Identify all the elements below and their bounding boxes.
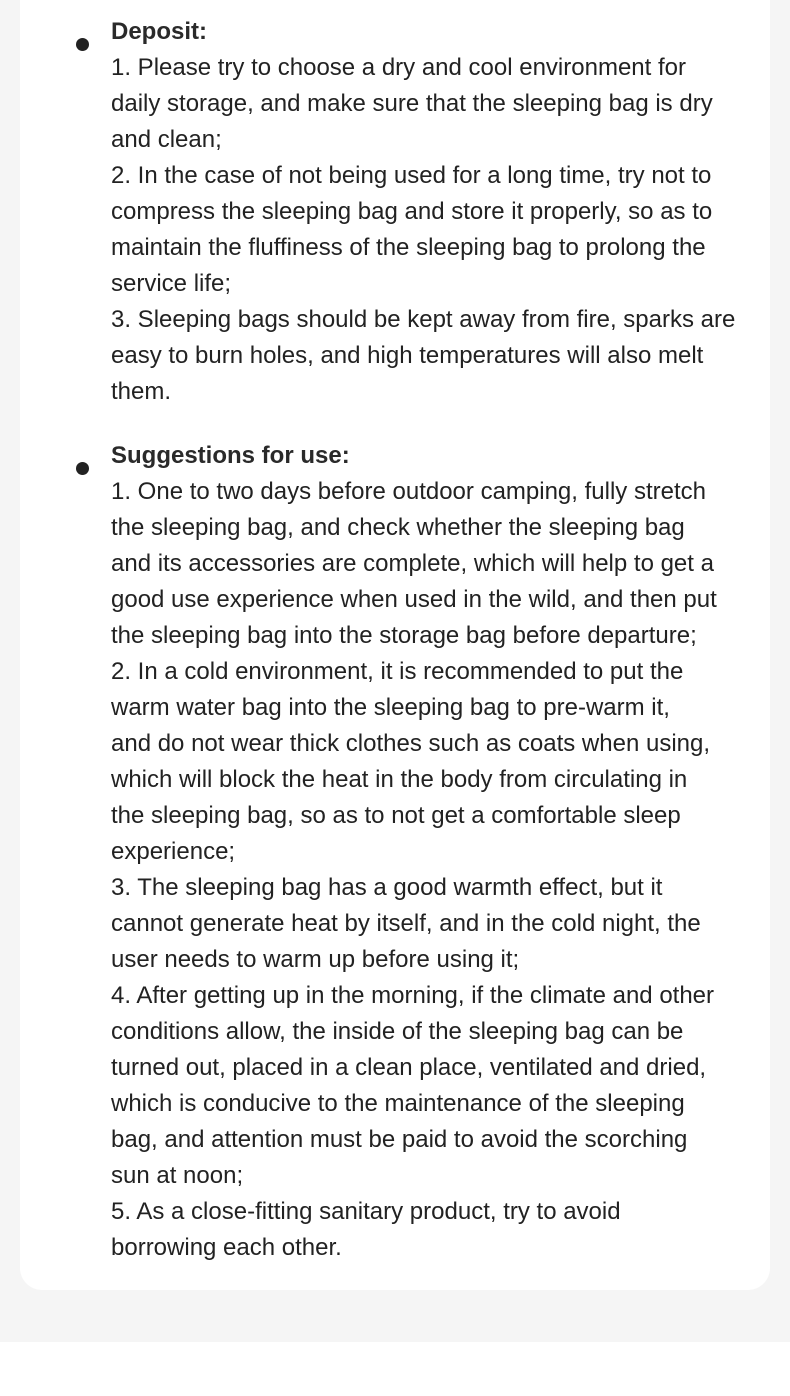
item-line: sun at noon; [111,1162,244,1189]
item-line: them. [111,378,172,405]
item-line: cannot generate heat by itself, and in the cold night, the [111,910,701,937]
item-line: which is conducive to the maintenance of the sleeping [111,1090,685,1117]
item-line: 5. As a close-fitting sanitary product, try to avoid [111,1198,621,1225]
item-line: and do not wear thick clothes such as coats when using, [111,730,711,757]
item-line: 3. Sleeping bags should be kept away from fire, sparks are [111,306,736,333]
section-title: Suggestions for use: [111,442,350,469]
item-line: 4. After getting up in the morning, if the climate and other [111,982,715,1009]
section-title: Deposit: [111,18,207,45]
item-line: easy to burn holes, and high temperatures will also melt [111,342,704,369]
item-line: the sleeping bag, so as to not get a comfortable sleep [111,802,681,829]
content-card [20,0,770,1290]
item-line: compress the sleeping bag and store it properly, so as to [111,198,713,225]
item-line: service life; [111,270,232,297]
bullet-icon [76,462,89,475]
section-body [111,50,741,410]
list-item [111,50,741,158]
item-line: and its accessories are complete, which will help to get a [111,550,714,577]
list-item [111,302,741,410]
item-line: 1. Please try to choose a dry and cool environment for [111,54,686,81]
item-line: which will block the heat in the body from circulating in [111,766,688,793]
item-line: borrowing each other. [111,1234,342,1261]
list-item [111,1194,741,1266]
item-line: 3. The sleeping bag has a good warmth effect, but it [111,874,663,901]
list-item [111,654,741,870]
item-line: bag, and attention must be paid to avoid the scorching [111,1126,688,1153]
item-line: good use experience when used in the wild, and then put [111,586,717,613]
bottom-area [0,1342,790,1396]
item-line: and clean; [111,126,222,153]
list-item [111,870,741,978]
item-line: 1. One to two days before outdoor camping, fully stretch [111,478,706,505]
list-item [111,158,741,302]
item-line: experience; [111,838,236,865]
bullet-icon [76,38,89,51]
item-line: maintain the fluffiness of the sleeping bag to prolong the [111,234,706,261]
list-item [111,978,741,1194]
item-line: user needs to warm up before using it; [111,946,520,973]
item-line: warm water bag into the sleeping bag to pre-warm it, [111,694,670,721]
section-body [111,474,741,1266]
item-line: the sleeping bag into the storage bag before departure; [111,622,697,649]
item-line: 2. In the case of not being used for a long time, try not to [111,162,712,189]
item-line: conditions allow, the inside of the sleeping bag can be [111,1018,684,1045]
list-item [111,474,741,654]
item-line: turned out, placed in a clean place, ventilated and dried, [111,1054,707,1081]
item-line: 2. In a cold environment, it is recommended to put the [111,658,684,685]
item-line: the sleeping bag, and check whether the sleeping bag [111,514,685,541]
item-line: daily storage, and make sure that the sleeping bag is dry [111,90,713,117]
